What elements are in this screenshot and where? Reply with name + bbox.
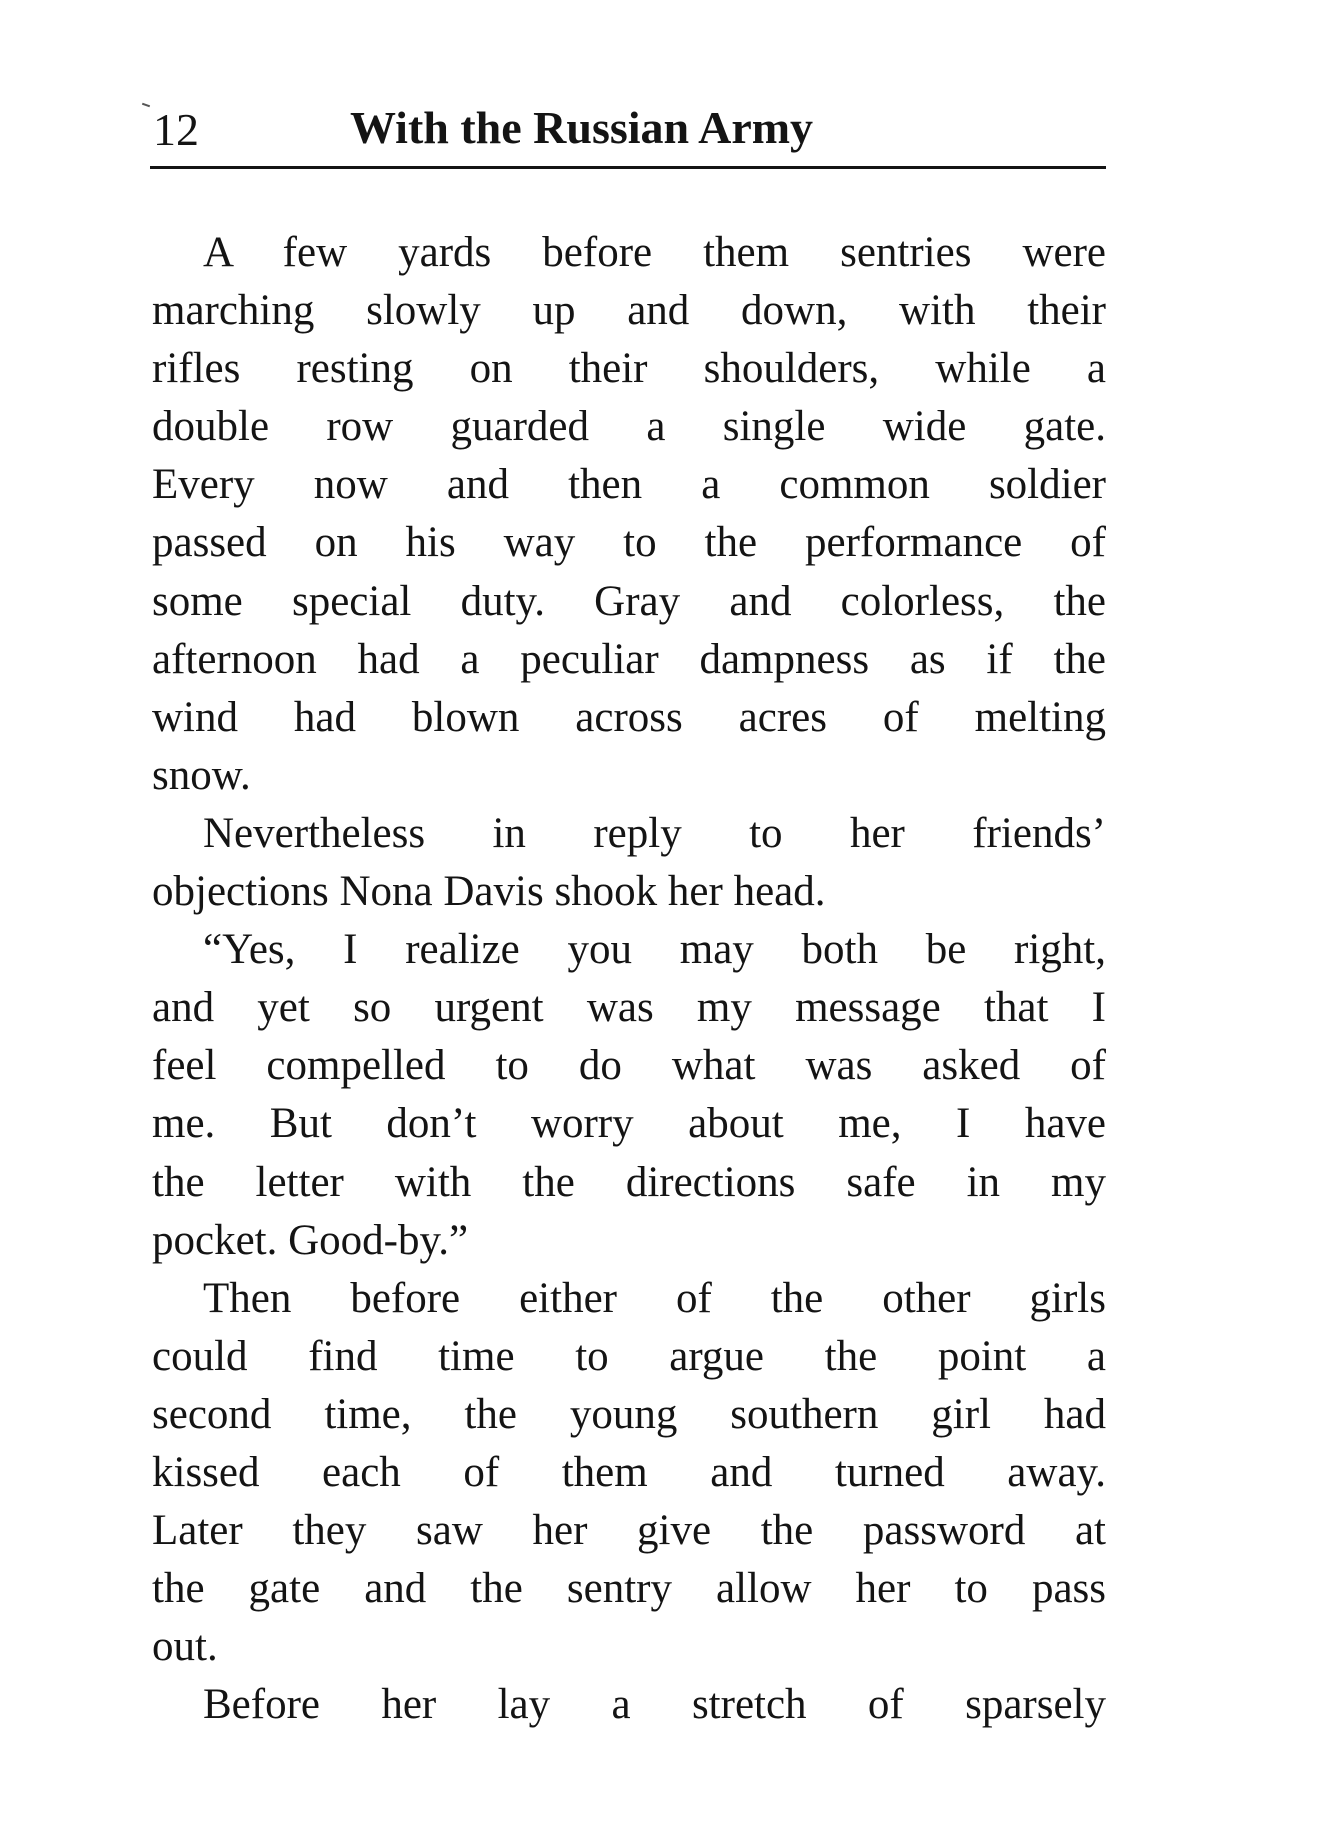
text-line: Then before either of the other girls [203,1274,1106,1322]
text-line: feel compelled to do what was asked of [152,1042,1106,1090]
text-line: afternoon had a peculiar dampness as if the [152,635,1106,683]
text-line: could find time to argue the point a [152,1332,1106,1380]
text-line: Every now and then a common soldier [152,461,1106,509]
text-line: wind had blown across acres of melting [152,693,1106,741]
text-line: snow. [152,751,251,799]
text-line: out. [152,1623,218,1671]
text-line: kissed each of them and turned away. [152,1448,1106,1496]
text-line: pocket. Good-by.” [152,1216,469,1264]
page-number: 12 [153,104,199,155]
text-line: double row guarded a single wide gate. [152,403,1106,451]
header-rule [150,166,1106,169]
text-line: some special duty. Gray and colorless, the [152,577,1106,625]
text-line: Before her lay a stretch of sparsely [203,1681,1106,1729]
print-mark [142,103,150,108]
text-line: rifles resting on their shoulders, while a [152,345,1106,393]
text-line: “Yes, I realize you may both be right, [203,926,1106,974]
text-line: marching slowly up and down, with their [152,287,1106,335]
text-line: me. But don’t worry about me, I have [152,1100,1106,1148]
text-line: A few yards before them sentries were [203,229,1106,276]
text-line: and yet so urgent was my message that I [152,984,1106,1032]
body-text [152,224,1106,1734]
text-line: the letter with the directions safe in my [152,1158,1106,1206]
running-title: With the Russian Army [350,102,814,153]
text-line: the gate and the sentry allow her to pass [152,1565,1106,1613]
text-line: Later they saw her give the password at [152,1507,1106,1555]
text-line: objections Nona Davis shook her head. [152,868,826,916]
text-line: Nevertheless in reply to her friends’ [203,809,1106,857]
text-line: passed on his way to the performance of [152,519,1106,567]
text-line: second time, the young southern girl had [152,1390,1106,1438]
page-header [150,98,1106,166]
